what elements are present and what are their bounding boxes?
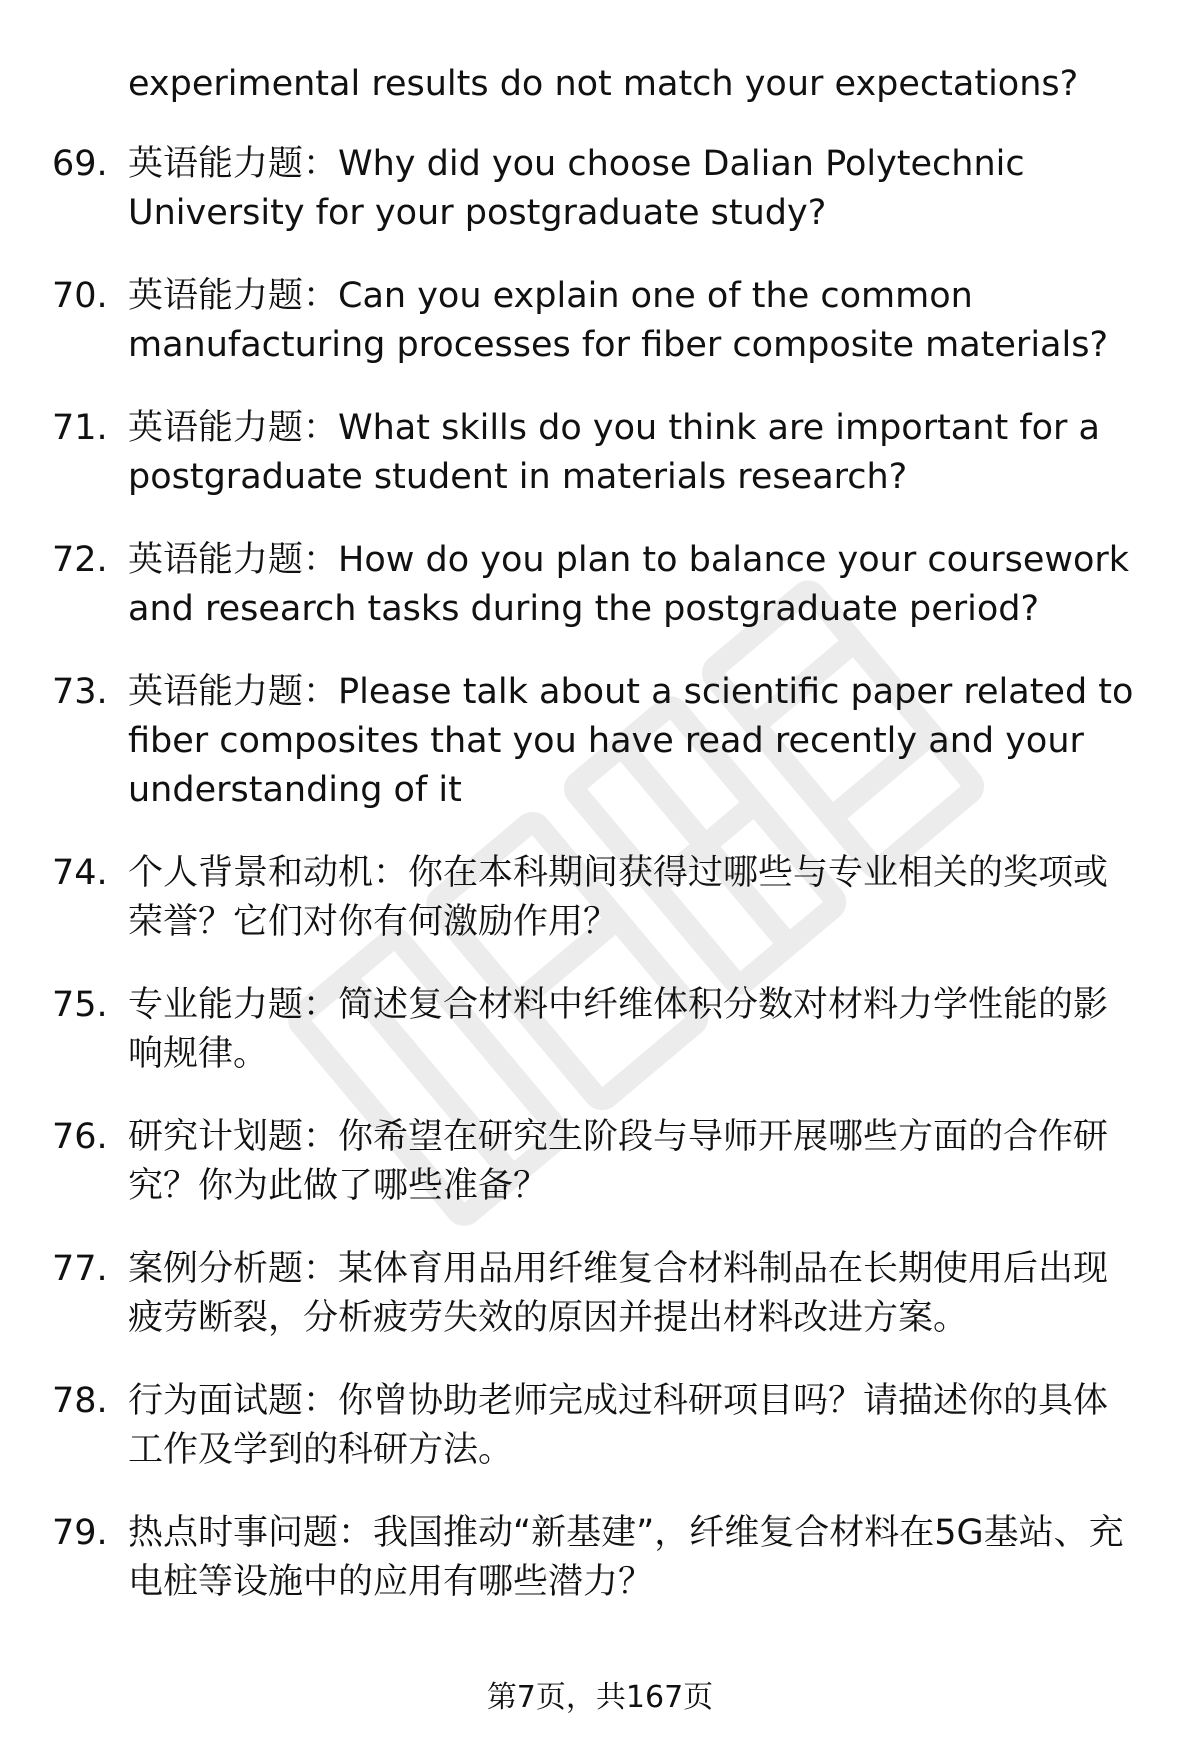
list-item xyxy=(0,1113,1200,1211)
question-number: 71. xyxy=(52,408,108,448)
question-text: 个人背景和动机：你在本科期间获得过哪些与专业相关的奖项或荣誉？它们对你有何激励作用？ xyxy=(128,853,1109,942)
question-number: 72. xyxy=(52,540,108,580)
list-item xyxy=(0,272,1200,370)
list-item xyxy=(0,140,1200,238)
list-item xyxy=(0,1245,1200,1343)
question-text: 英语能力题：How do you plan to balance your coursework and research tasks during the postgraduate period? xyxy=(128,540,1130,629)
question-text: 热点时事问题：我国推动“新基建”，纤维复合材料在5G基站、充电桩等设施中的应用有哪些潜力？ xyxy=(128,1513,1124,1602)
question-list xyxy=(0,140,1200,1641)
list-item xyxy=(0,849,1200,947)
page-footer: 第7页，共167页 xyxy=(486,1680,714,1715)
question-number: 76. xyxy=(52,1117,108,1157)
list-item xyxy=(0,668,1200,815)
question-number: 73. xyxy=(52,672,108,712)
question-text: 案例分析题：某体育用品用纤维复合材料制品在长期使用后出现疲劳断裂，分析疲劳失效的原因并提出材料改进方案。 xyxy=(128,1249,1109,1338)
question-number: 78. xyxy=(52,1381,108,1421)
question-text: 英语能力题：Why did you choose Dalian Polytechnic University for your postgraduate study? xyxy=(128,144,1025,233)
list-item xyxy=(0,981,1200,1079)
question-text: 英语能力题：Can you explain one of the common manufacturing processes for fiber composite materials? xyxy=(128,276,1109,365)
question-text: 研究计划题：你希望在研究生阶段与导师开展哪些方面的合作研究？你为此做了哪些准备？ xyxy=(128,1117,1109,1206)
question-text: 行为面试题：你曾协助老师完成过科研项目吗？请描述你的具体工作及学到的科研方法。 xyxy=(128,1381,1109,1470)
question-number: 74. xyxy=(52,853,108,893)
question-number: 77. xyxy=(52,1249,108,1289)
question-text: 英语能力题：What skills do you think are important for a postgraduate student in materials research? xyxy=(128,408,1100,497)
list-item xyxy=(0,1377,1200,1475)
question-number: 70. xyxy=(52,276,108,316)
question-text: 专业能力题：简述复合材料中纤维体积分数对材料力学性能的影响规律。 xyxy=(128,985,1109,1074)
list-item xyxy=(0,404,1200,502)
question-text: 英语能力题：Please talk about a scientific paper related to fiber composites that you have read recently and your understanding of it xyxy=(128,672,1134,810)
list-item xyxy=(0,536,1200,634)
list-item xyxy=(0,1509,1200,1607)
question-number: 75. xyxy=(52,985,108,1025)
question-number: 69. xyxy=(52,144,108,184)
continued-question-text: experimental results do not match your expectations? xyxy=(128,64,1079,104)
question-number: 79. xyxy=(52,1513,108,1553)
